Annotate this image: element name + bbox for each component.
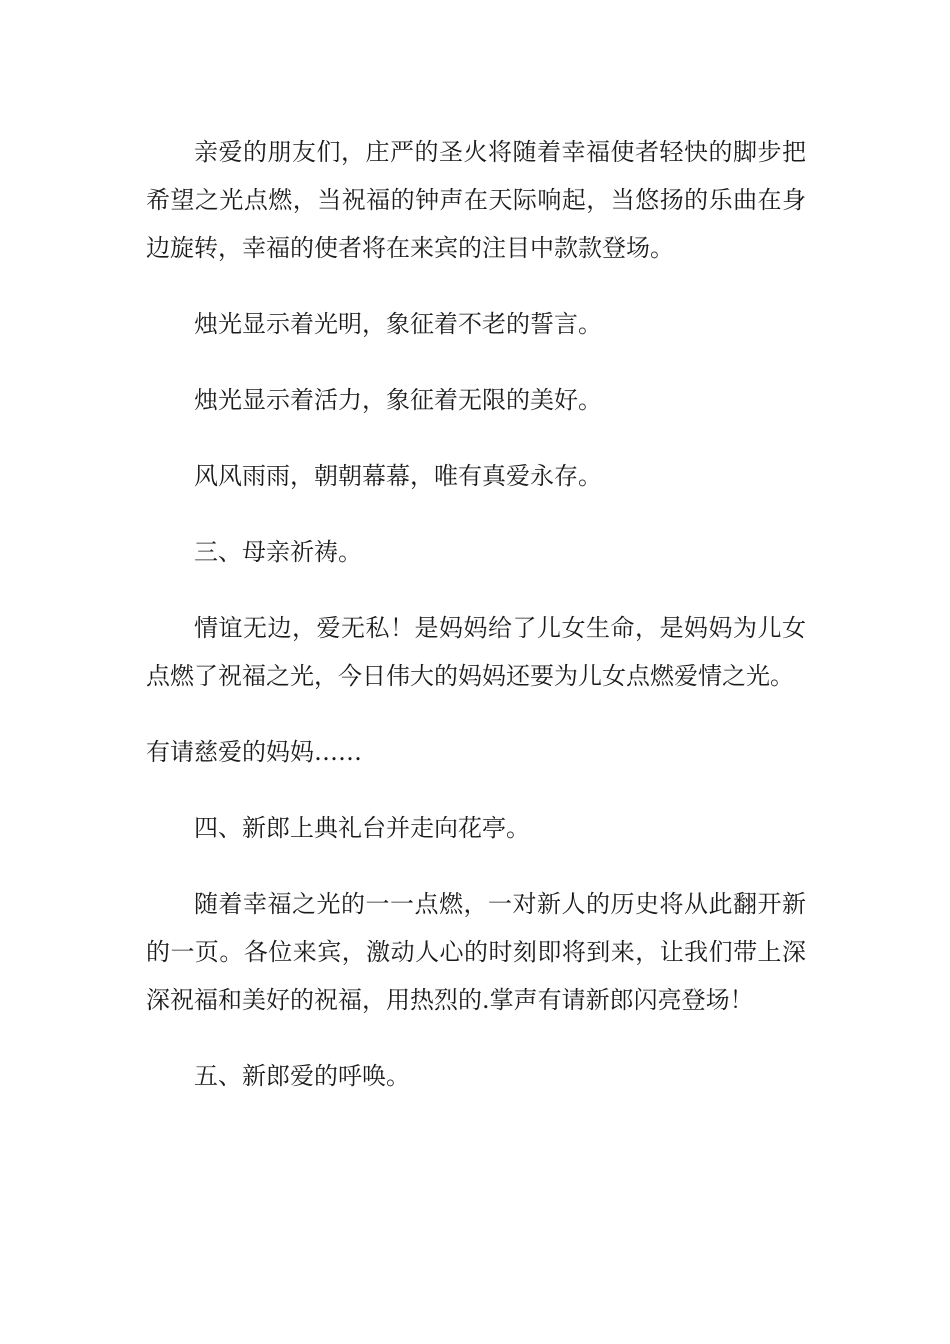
paragraph-mother: 情谊无边，爱无私！是妈妈给了儿女生命，是妈妈为儿女点燃了祝福之光，今日伟大的妈妈还要为儿女点燃爱情之光。: [146, 614, 806, 690]
paragraph-candle-light: 烛光显示着光明，象征着不老的誓言。: [194, 310, 602, 338]
paragraph-true-love: 风风雨雨，朝朝幕幕，唯有真爱永存。: [194, 462, 602, 490]
paragraph-invite-mother: 有请慈爱的妈妈……: [146, 738, 362, 766]
document-body: [146, 128, 806, 1128]
section-heading-groom-call: 五、新郎爱的呼唤。: [194, 1062, 410, 1090]
section-heading-groom-stage: 四、新郎上典礼台并走向花亭。: [194, 814, 530, 842]
paragraph-groom-entrance: 随着幸福之光的一一点燃，一对新人的历史将从此翻开新的一页。各位来宾，激动人心的时刻即将到来，让我们带上深深祝福和美好的祝福，用热烈的.掌声有请新郎闪亮登场！: [146, 890, 806, 1014]
section-heading-mother-prayer: 三、母亲祈祷。: [194, 538, 362, 566]
paragraph-candle-vitality: 烛光显示着活力，象征着无限的美好。: [194, 386, 602, 414]
paragraph-intro: 亲爱的朋友们，庄严的圣火将随着幸福使者轻快的脚步把希望之光点燃，当祝福的钟声在天际响起，当悠扬的乐曲在身边旋转，幸福的使者将在来宾的注目中款款登场。: [146, 138, 806, 262]
